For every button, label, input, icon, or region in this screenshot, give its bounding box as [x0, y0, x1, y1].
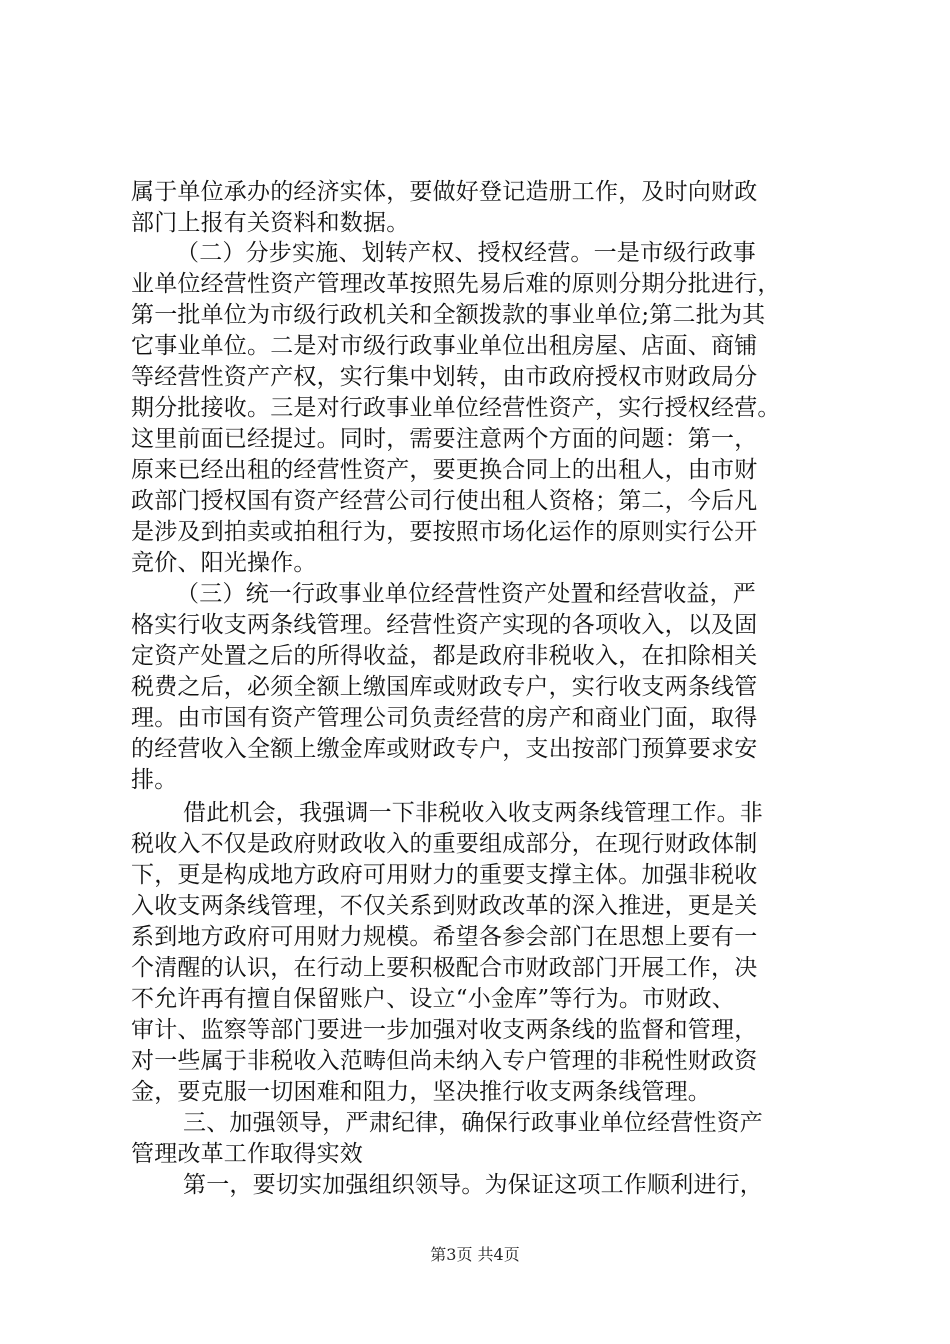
section-heading: 管理改革工作取得实效 [131, 1141, 363, 1167]
text-line: 部门上报有关资料和数据。 [131, 210, 410, 236]
text-line: 是涉及到拍卖或拍租行为，要按照市场化运作的原则实行公开 [131, 519, 758, 545]
text-line: 业单位经营性资产管理改革按照先易后难的原则分期分批进行， [131, 271, 781, 297]
text-line: 对一些属于非税收入范畴但尚未纳入专户管理的非税性财政资 [131, 1048, 758, 1074]
text-line: （二）分步实施、划转产权、授权经营。一是市级行政事 [176, 240, 756, 266]
text-line: 个清醒的认识，在行动上要积极配合市财政部门开展工作，决 [131, 955, 758, 981]
text-line: 这里前面已经提过。同时，需要注意两个方面的问题：第一， [131, 426, 758, 452]
text-line: 入收支两条线管理，不仅关系到财政改革的深入推进，更是关 [131, 893, 758, 919]
text-line: 不允许再有擅自保留账户、设立“小金库”等行为。市财政、 [131, 986, 735, 1012]
text-line: 系到地方政府可用财力规模。希望各参会部门在思想上要有一 [131, 924, 758, 950]
text-line: 排。 [131, 767, 178, 793]
text-line: 金，要克服一切困难和阻力，坚决推行收支两条线管理。 [131, 1079, 711, 1105]
section-heading: 三、加强领导，严肃纪律，确保行政事业单位经营性资产 [183, 1110, 763, 1136]
text-line: 格实行收支两条线管理。经营性资产实现的各项收入，以及固 [131, 612, 758, 638]
text-line: （三）统一行政事业单位经营性资产处置和经营收益，严 [176, 581, 756, 607]
text-line: 借此机会，我强调一下非税收入收支两条线管理工作。非 [183, 800, 763, 826]
text-line: 审计、监察等部门要进一步加强对收支两条线的监督和管理， [131, 1017, 758, 1043]
text-line: 税费之后，必须全额上缴国库或财政专户，实行收支两条线管 [131, 674, 758, 700]
text-line: 政部门授权国有资产经营公司行使出租人资格；第二，今后凡 [131, 488, 758, 514]
text-line: 第一批单位为市级行政机关和全额拨款的事业单位;第二批为其 [131, 302, 766, 328]
text-line: 期分批接收。三是对行政事业单位经营性资产，实行授权经营。 [131, 395, 781, 421]
text-line: 的经营收入全额上缴金库或财政专户，支出按部门预算要求安 [131, 736, 758, 762]
text-line: 原来已经出租的经营性资产，要更换合同上的出租人，由市财 [131, 457, 758, 483]
text-line: 属于单位承办的经济实体，要做好登记造册工作，及时向财政 [131, 179, 758, 205]
text-line: 理。由市国有资产管理公司负责经营的房产和商业门面，取得 [131, 705, 758, 731]
text-line: 它事业单位。二是对市级行政事业单位出租房屋、店面、商铺 [131, 333, 758, 359]
text-line: 第一，要切实加强组织领导。为保证这项工作顺利进行， [183, 1172, 763, 1198]
page-footer: 第3页 共4页 [430, 1245, 520, 1264]
text-line: 下，更是构成地方政府可用财力的重要支撑主体。加强非税收 [131, 862, 758, 888]
text-line: 税收入不仅是政府财政收入的重要组成部分，在现行财政体制 [131, 831, 758, 857]
text-line: 等经营性资产产权，实行集中划转，由市政府授权市财政局分 [131, 364, 758, 390]
text-line: 竞价、阳光操作。 [131, 550, 317, 576]
text-line: 定资产处置之后的所得收益，都是政府非税收入，在扣除相关 [131, 643, 758, 669]
